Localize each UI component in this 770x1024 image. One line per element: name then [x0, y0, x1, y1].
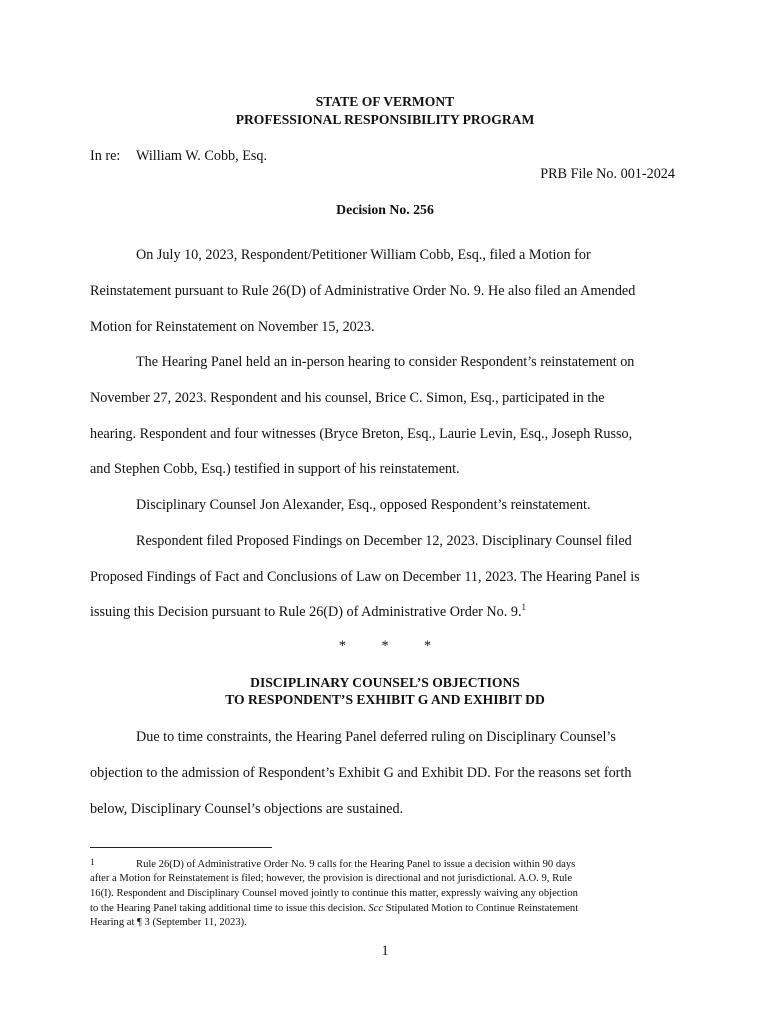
footnote-divider [90, 847, 272, 848]
footnote-reference[interactable]: 1 [521, 602, 526, 612]
page-number: 1 [381, 943, 389, 959]
footnote-line: Hearing at ¶ 3 (September 11, 2023). [90, 917, 247, 928]
file-number: PRB File No. 001-2024 [540, 166, 675, 182]
body-line: issuing this Decision pursuant to Rule 26(D) of Administrative Order No. 9. [90, 604, 522, 620]
body-line: On July 10, 2023, Respondent/Petitioner William Cobb, Esq., filed a Motion for [136, 247, 591, 263]
body-line-with-footnote [90, 604, 526, 621]
section-separator: * * * [338, 638, 432, 654]
header-line-2: PROFESSIONAL RESPONSIBILITY PROGRAM [235, 112, 535, 127]
body-line: and Stephen Cobb, Esq.) testified in support of his reinstatement. [90, 461, 460, 477]
section-line: below, Disciplinary Counsel’s objections are sustained. [90, 801, 404, 817]
section-heading-line-1: DISCIPLINARY COUNSEL’S OBJECTIONS [250, 675, 520, 690]
body-line: The Hearing Panel held an in-person hearing to consider Respondent’s reinstatement on [136, 354, 635, 370]
header-line-1: STATE OF VERMONT [315, 94, 455, 109]
body-line: hearing. Respondent and four witnesses (Bryce Breton, Esq., Laurie Levin, Esq., Joseph Russo, [90, 426, 633, 442]
body-line: Motion for Reinstatement on November 15, 2023. [90, 319, 375, 335]
footnote-line: after a Motion for Reinstatement is filed; however, the provision is directional and not jurisdictional. A.O. 9, Rule [90, 873, 573, 884]
footnote-line [90, 902, 578, 917]
body-line: Respondent filed Proposed Findings on December 12, 2023. Disciplinary Counsel filed [136, 533, 632, 549]
section-heading-line-2: TO RESPONDENT’S EXHIBIT G AND EXHIBIT DD [225, 692, 545, 707]
body-line: Disciplinary Counsel Jon Alexander, Esq., opposed Respondent’s reinstatement. [136, 497, 591, 513]
respondent-name: William W. Cobb, Esq. [136, 148, 268, 164]
footnote-text: to the Hearing Panel taking additional time to issue this decision. [90, 903, 369, 914]
footnote-number: 1 [90, 857, 95, 867]
body-line: Proposed Findings of Fact and Conclusions of Law on December 11, 2023. The Hearing Panel is [90, 569, 640, 585]
footnote-line: Rule 26(D) of Administrative Order No. 9 calls for the Hearing Panel to issue a decision within 90 days [136, 859, 576, 870]
footnote-text: Stipulated Motion to Continue Reinstatement [383, 903, 579, 914]
in-re-label: In re: [90, 148, 121, 164]
decision-title: Decision No. 256 [336, 202, 434, 217]
footnote-line: 16(I). Respondent and Disciplinary Counsel moved jointly to continue this matter, expressly waiving any objection [90, 888, 578, 899]
body-line: November 27, 2023. Respondent and his counsel, Brice C. Simon, Esq., participated in the [90, 390, 605, 406]
citation-signal: Scc [368, 903, 384, 914]
section-line: objection to the admission of Respondent’s Exhibit G and Exhibit DD. For the reasons set forth [90, 765, 632, 781]
section-line: Due to time constraints, the Hearing Panel deferred ruling on Disciplinary Counsel’s [136, 729, 616, 745]
body-line: Reinstatement pursuant to Rule 26(D) of Administrative Order No. 9. He also filed an Amended [90, 283, 636, 299]
